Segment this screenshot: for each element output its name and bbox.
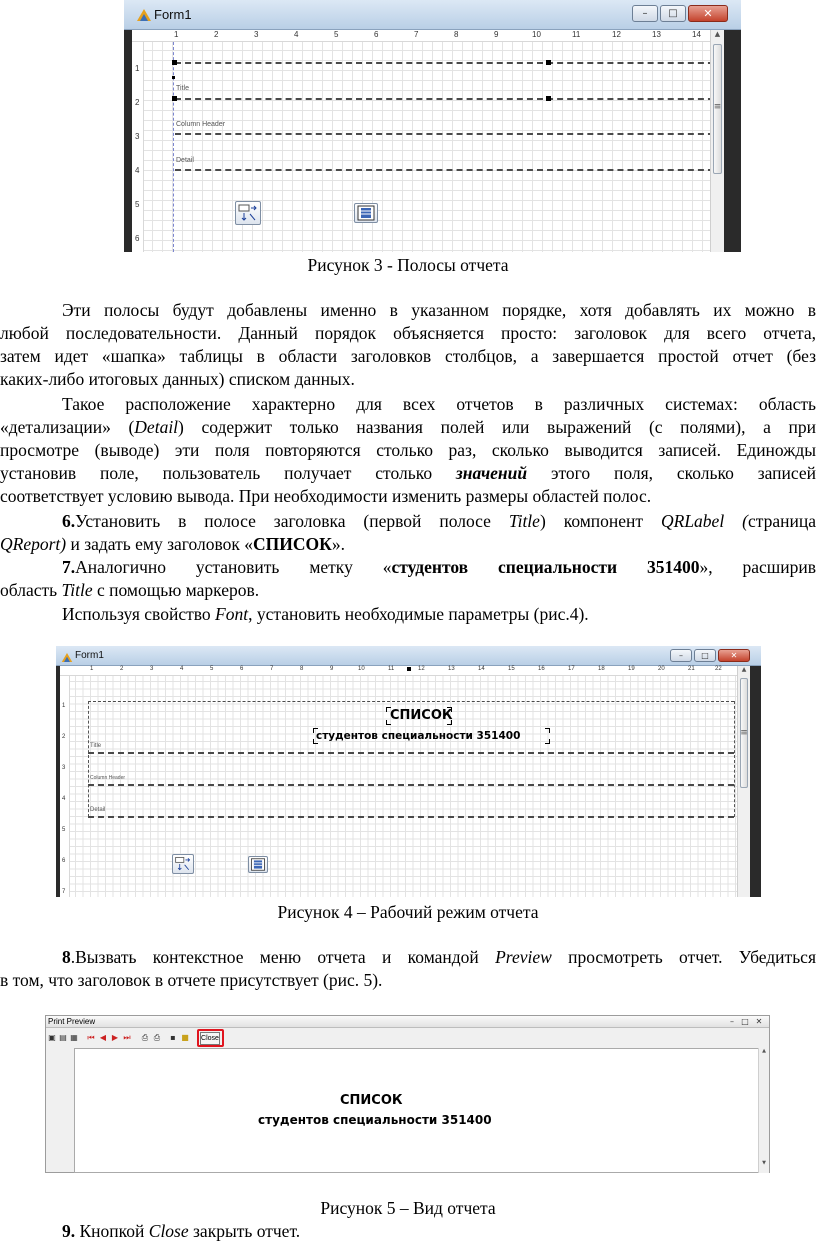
title-band-top[interactable]: [175, 62, 724, 64]
ruler-number: 19: [628, 666, 635, 672]
minimize-button[interactable]: –: [632, 5, 658, 22]
window-title: Form1: [154, 7, 192, 22]
text-line: Такое расположение характерно для всех отчетов в различных системах: область: [62, 394, 816, 414]
text-run: и задать ему заголовок «: [66, 534, 254, 554]
save-icon[interactable]: ▪: [170, 1033, 176, 1042]
resize-handle[interactable]: [546, 96, 551, 101]
ruler-number: 12: [418, 666, 425, 672]
first-page-icon[interactable]: ⏮: [87, 1033, 95, 1042]
text-run: Используя свойство: [62, 604, 215, 624]
close-preview-button[interactable]: Close: [200, 1032, 220, 1045]
left-margin-line: [173, 42, 174, 252]
ruler-number: 7: [414, 30, 419, 39]
step-7: [0, 556, 816, 602]
print-preview-titlebar[interactable]: [46, 1016, 769, 1028]
whole-page-icon[interactable]: ▣: [48, 1033, 56, 1042]
scroll-up-icon[interactable]: ▲: [741, 666, 747, 673]
resize-handle[interactable]: [172, 96, 177, 101]
ruler-number: 7: [62, 889, 66, 895]
step-6: [0, 510, 816, 556]
text-run: », расширив: [699, 557, 816, 577]
text-run-italic: Close: [148, 1221, 189, 1241]
text-run-italic: QReport): [0, 534, 67, 554]
horizontal-ruler: [132, 30, 724, 42]
step-9: [0, 1220, 816, 1243]
text-run: ) компонент: [539, 511, 661, 531]
qrlabel-title[interactable]: СПИСОК: [390, 708, 453, 723]
qrband-component-icon[interactable]: [354, 203, 378, 223]
maximize-button[interactable]: □: [741, 1017, 749, 1026]
figure4-titlebar[interactable]: [56, 646, 761, 666]
ruler-number: 3: [254, 30, 259, 39]
text-line: любой последовательности. Данный порядок объясняется просто: заголовок для всего отчета,: [0, 323, 816, 343]
ruler-number: 17: [568, 666, 575, 672]
minimize-button[interactable]: –: [670, 649, 692, 662]
text-run-italic: Title: [508, 511, 540, 531]
vertical-ruler: [132, 42, 144, 252]
band-label-column-header: Column Header: [176, 121, 226, 128]
ruler-number: 7: [270, 666, 274, 672]
text-run: область: [0, 580, 62, 600]
text-line: в том, что заголовок в отчете присутствует (рис. 5).: [0, 970, 383, 990]
ruler-number: 18: [598, 666, 605, 672]
preview-vertical-scrollbar[interactable]: [758, 1048, 769, 1173]
selection-corner: [313, 739, 318, 744]
ruler-number: 2: [214, 30, 219, 39]
window-title: Form1: [75, 650, 104, 661]
scroll-up-icon[interactable]: ▲: [714, 30, 721, 38]
text-run: просмотреть отчет. Убедиться: [551, 947, 816, 967]
step-number: 9.: [62, 1221, 76, 1241]
text-run-italic: Detail: [134, 417, 179, 437]
ruler-number: 11: [572, 30, 581, 39]
ruler-number: 4: [294, 30, 299, 39]
step-number: 7.: [62, 557, 76, 577]
text-run-italic: QRLabel (: [661, 511, 748, 531]
ruler-number: 8: [454, 30, 459, 39]
text-run: «детализации» (: [0, 417, 135, 437]
ruler-number: 1: [135, 64, 140, 73]
text-run: страница: [747, 511, 816, 531]
report-title: СПИСОК: [340, 1093, 403, 1108]
detail-band-bottom[interactable]: [175, 169, 724, 171]
band-label-detail: Detail: [90, 807, 106, 813]
ruler-number: 10: [532, 30, 541, 39]
prev-page-icon[interactable]: ◀: [99, 1033, 107, 1042]
text-line: [0, 416, 816, 439]
band-left-edge: [88, 701, 89, 817]
step-number: 8: [62, 947, 71, 967]
ruler-number: 4: [62, 796, 66, 802]
text-run-bold: СПИСОК: [253, 534, 332, 554]
selection-corner: [447, 720, 452, 725]
text-line: [0, 510, 816, 533]
ruler-number: 6: [135, 234, 140, 243]
vertical-scrollbar[interactable]: [737, 666, 750, 897]
ruler-number: 4: [180, 666, 184, 672]
text-run-bold-italic: значений: [455, 463, 528, 483]
ruler-number: 4: [135, 166, 140, 175]
report-canvas[interactable]: [132, 30, 724, 252]
resize-handle[interactable]: [546, 60, 551, 65]
close-button[interactable]: ✕: [718, 649, 750, 662]
text-run: Аналогично установить метку «: [75, 557, 392, 577]
band-right-edge: [734, 701, 735, 817]
title-band-bottom[interactable]: [88, 752, 734, 754]
text-line: [0, 946, 816, 969]
print-setup-icon[interactable]: ⎙: [141, 1033, 149, 1042]
resize-handle[interactable]: [407, 667, 411, 671]
text-line: [0, 579, 816, 602]
ruler-number: 16: [538, 666, 545, 672]
scroll-down-icon[interactable]: ▼: [762, 1160, 766, 1166]
ruler-number: 13: [652, 30, 661, 39]
band-label-title: Title: [176, 85, 189, 92]
ruler-number: 1: [90, 666, 94, 672]
vertical-scrollbar[interactable]: [710, 30, 724, 252]
vertical-ruler: [60, 676, 70, 897]
close-button-highlight: [197, 1029, 224, 1047]
ruler-number: 20: [658, 666, 665, 672]
delphi-app-icon: [136, 8, 152, 27]
ruler-number: 14: [692, 30, 701, 39]
band-label-detail: Detail: [176, 157, 194, 164]
figure4-caption: Рисунок 4 – Рабочий режим отчета: [277, 902, 539, 922]
text-line: затем идет «шапка» таблицы в области заголовков столбцов, а завершается простой отчет (без: [0, 346, 816, 366]
text-line: [0, 556, 816, 579]
text-line: просмотре (выводе) эти поля повторяются столько раз, сколько выводится записей. Единожды: [0, 440, 816, 460]
ruler-number: 13: [448, 666, 455, 672]
ruler-number: 11: [388, 666, 395, 672]
open-icon[interactable]: ■: [181, 1033, 189, 1042]
ruler-number: 6: [240, 666, 244, 672]
qrlabel-subtitle[interactable]: студентов специальности 351400: [316, 730, 521, 742]
text-line: [0, 533, 816, 556]
close-button[interactable]: ✕: [755, 1017, 763, 1026]
maximize-button[interactable]: □: [694, 649, 716, 662]
detail-band-bottom[interactable]: [88, 816, 734, 818]
text-run: , установить необходимые параметры (рис.4).: [248, 604, 589, 624]
paragraph-detail-band: [0, 393, 816, 508]
qrband-component-icon[interactable]: [248, 856, 268, 873]
band-label-column-header: Column Header: [90, 775, 126, 781]
ruler-number: 10: [358, 666, 365, 672]
selection-corner: [386, 720, 391, 725]
text-run: с помощью маркеров.: [92, 580, 260, 600]
text-run-italic: Preview: [495, 947, 552, 967]
resize-handle[interactable]: [172, 60, 177, 65]
text-line: соответствует условию вывода. При необходимости изменить размеры областей полос.: [0, 486, 652, 506]
print-preview-toolbar: [46, 1029, 769, 1047]
minimize-button[interactable]: –: [730, 1017, 734, 1026]
figure4-window: [56, 646, 761, 897]
print-icon[interactable]: ⎙: [153, 1033, 161, 1042]
ruler-number: 9: [330, 666, 334, 672]
zoom-icon[interactable]: ▦: [70, 1033, 78, 1042]
column-header-band-bottom[interactable]: [88, 784, 734, 786]
report-subtitle: студентов специальности 351400: [258, 1113, 492, 1127]
print-preview-window: [45, 1015, 770, 1173]
figure3-caption: Рисунок 3 - Полосы отчета: [307, 255, 509, 275]
ruler-number: 6: [62, 858, 66, 864]
horizontal-ruler: [60, 666, 750, 676]
ruler-number: 21: [688, 666, 695, 672]
selection-corner: [545, 728, 550, 733]
ruler-number: 3: [62, 765, 66, 771]
text-line: [0, 1220, 816, 1243]
ruler-number: 5: [210, 666, 214, 672]
report-preview-page: [74, 1048, 764, 1173]
ruler-number: 5: [62, 827, 66, 833]
text-run: закрыть отчет.: [188, 1221, 301, 1241]
close-button[interactable]: ✕: [688, 5, 728, 22]
ruler-number: 1: [174, 30, 179, 39]
ruler-number: 3: [135, 132, 140, 141]
text-run: этого поля, сколько записей: [527, 463, 816, 483]
last-page-icon[interactable]: ⏭: [123, 1033, 131, 1042]
ruler-number: 2: [120, 666, 124, 672]
qrsubdetail-component-icon[interactable]: [235, 201, 261, 225]
step-number: 6.: [62, 511, 76, 531]
window-title: Print Preview: [48, 1017, 96, 1026]
text-line: Эти полосы будут добавлены именно в указанном порядке, хотя добавлять их можно в: [62, 300, 816, 320]
text-run: установив поле, пользователь получает столько: [0, 463, 456, 483]
text-run: ) содержит только названия полей или выражений (с полями), а при: [178, 417, 816, 437]
scrollbar-grip-icon: ≡: [740, 728, 748, 738]
paragraph-bands-order: [0, 299, 816, 391]
qrsubdetail-component-icon[interactable]: [172, 854, 194, 874]
ruler-number: 15: [508, 666, 515, 672]
text-line: [0, 462, 816, 485]
page-width-icon[interactable]: ▤: [59, 1033, 67, 1042]
text-run: ».: [331, 534, 345, 554]
ruler-number: 3: [150, 666, 154, 672]
ruler-number: 2: [135, 98, 140, 107]
text-run-italic: Title: [61, 580, 93, 600]
resize-handle[interactable]: [172, 76, 175, 79]
text-line: [0, 603, 816, 626]
column-header-band-bottom[interactable]: [175, 133, 724, 135]
figure3-window: [124, 0, 741, 252]
title-band-top[interactable]: [88, 701, 734, 702]
maximize-button[interactable]: □: [660, 5, 686, 22]
ruler-number: 5: [334, 30, 339, 39]
ruler-number: 9: [494, 30, 499, 39]
report-canvas[interactable]: [60, 666, 750, 897]
step-8: [0, 946, 816, 992]
text-run: .Вызвать контекстное меню отчета и командой: [70, 947, 496, 967]
ruler-number: 12: [612, 30, 621, 39]
text-run: Установить в полосе заголовка (первой полосе: [75, 511, 509, 531]
scroll-up-icon[interactable]: ▲: [762, 1048, 766, 1054]
ruler-number: 1: [62, 703, 66, 709]
ruler-number: 6: [374, 30, 379, 39]
ruler-number: 5: [135, 200, 140, 209]
ruler-number: 8: [300, 666, 304, 672]
figure3-titlebar[interactable]: [124, 0, 741, 30]
next-page-icon[interactable]: ▶: [111, 1033, 119, 1042]
figure5-caption: Рисунок 5 – Вид отчета: [320, 1198, 496, 1218]
font-instruction: [0, 603, 816, 626]
ruler-number: 14: [478, 666, 485, 672]
title-band-bottom[interactable]: [175, 98, 724, 100]
selection-corner: [545, 739, 550, 744]
scrollbar-grip-icon: ≡: [713, 102, 722, 112]
text-run: Кнопкой: [75, 1221, 149, 1241]
text-run-italic: Font: [215, 604, 249, 624]
text-line: каких-либо итоговых данных) списком данных.: [0, 369, 355, 389]
band-label-title: Title: [90, 743, 102, 749]
ruler-number: 22: [715, 666, 722, 672]
text-run-bold: студентов специальности 351400: [391, 557, 700, 577]
ruler-number: 2: [62, 734, 66, 740]
